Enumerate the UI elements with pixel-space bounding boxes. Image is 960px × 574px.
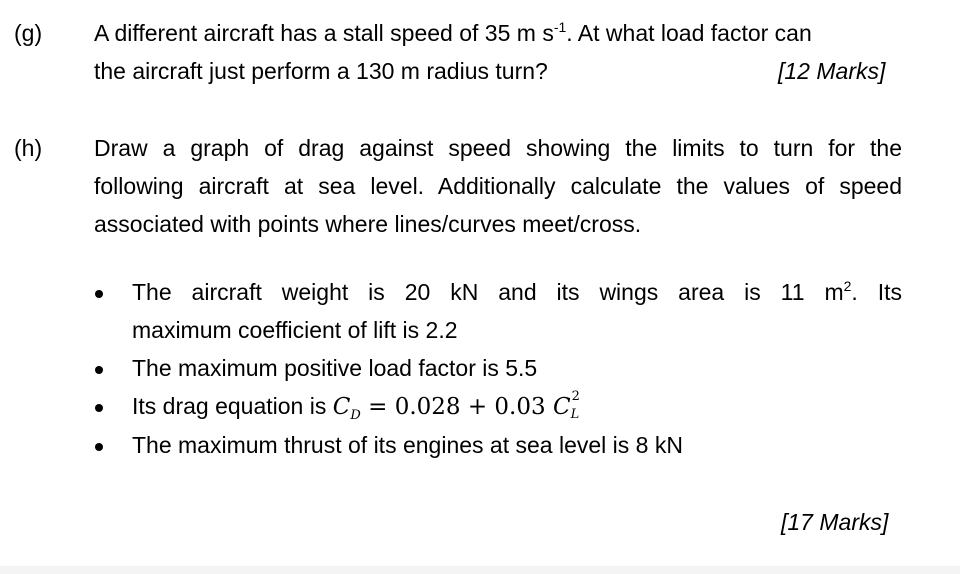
question-g-line-2: the aircraft just perform a 130 m radius turn? xyxy=(94,58,548,84)
question-h-marks: [17 Marks] xyxy=(781,509,889,535)
bullet-dot-1 xyxy=(95,290,103,298)
question-g-line-1 xyxy=(94,19,902,46)
question-h-line-1: Draw a graph of drag against speed showing the limits to turn for the xyxy=(94,135,902,161)
bullet-1-text: The aircraft weight is 20 kN and its wings area is 11 m xyxy=(132,279,844,305)
question-h-line-2: following aircraft at sea level. Additionally calculate the values of speed xyxy=(94,173,902,199)
bullet-1-line-1 xyxy=(132,278,902,305)
bullet-1-end: . Its xyxy=(851,279,902,305)
cl-symbol: C xyxy=(552,394,571,420)
area-exponent: 2 xyxy=(843,278,852,294)
cd-subscript: D xyxy=(350,408,361,423)
bullet-1-line-2: maximum coefficient of lift is 2.2 xyxy=(132,317,458,343)
equals-sign: = xyxy=(360,394,395,420)
question-h-label: (h) xyxy=(14,135,43,161)
bullet-dot-4 xyxy=(95,443,103,451)
cd-symbol: C xyxy=(332,394,351,420)
cl-scripts xyxy=(570,389,583,422)
question-g-label: (g) xyxy=(14,20,43,46)
drag-equation xyxy=(332,389,583,423)
page-bottom-edge xyxy=(0,566,960,574)
cl-exponent: 2 xyxy=(571,389,580,404)
question-g-line-1-text: A different aircraft has a stall speed of 35 m s xyxy=(94,20,554,46)
question-g-marks: [12 Marks] xyxy=(778,58,886,84)
bullet-3-text: Its drag equation is xyxy=(132,393,333,419)
bullet-3-line xyxy=(132,389,583,423)
bullet-4-text: The maximum thrust of its engines at sea level is 8 kN xyxy=(132,432,683,458)
question-g-line-1-end: . At what load factor can xyxy=(566,20,812,46)
bullet-2-text: The maximum positive load factor is 5.5 xyxy=(132,355,538,381)
bullet-dot-2 xyxy=(95,366,103,374)
cl-subscript: L xyxy=(570,407,580,422)
unit-exponent: -1 xyxy=(553,19,567,35)
drag-coefficients: 0.028 + 0.03 xyxy=(394,394,553,420)
question-h-line-3: associated with points where lines/curves meet/cross. xyxy=(94,211,642,237)
bullet-dot-3 xyxy=(95,404,103,412)
